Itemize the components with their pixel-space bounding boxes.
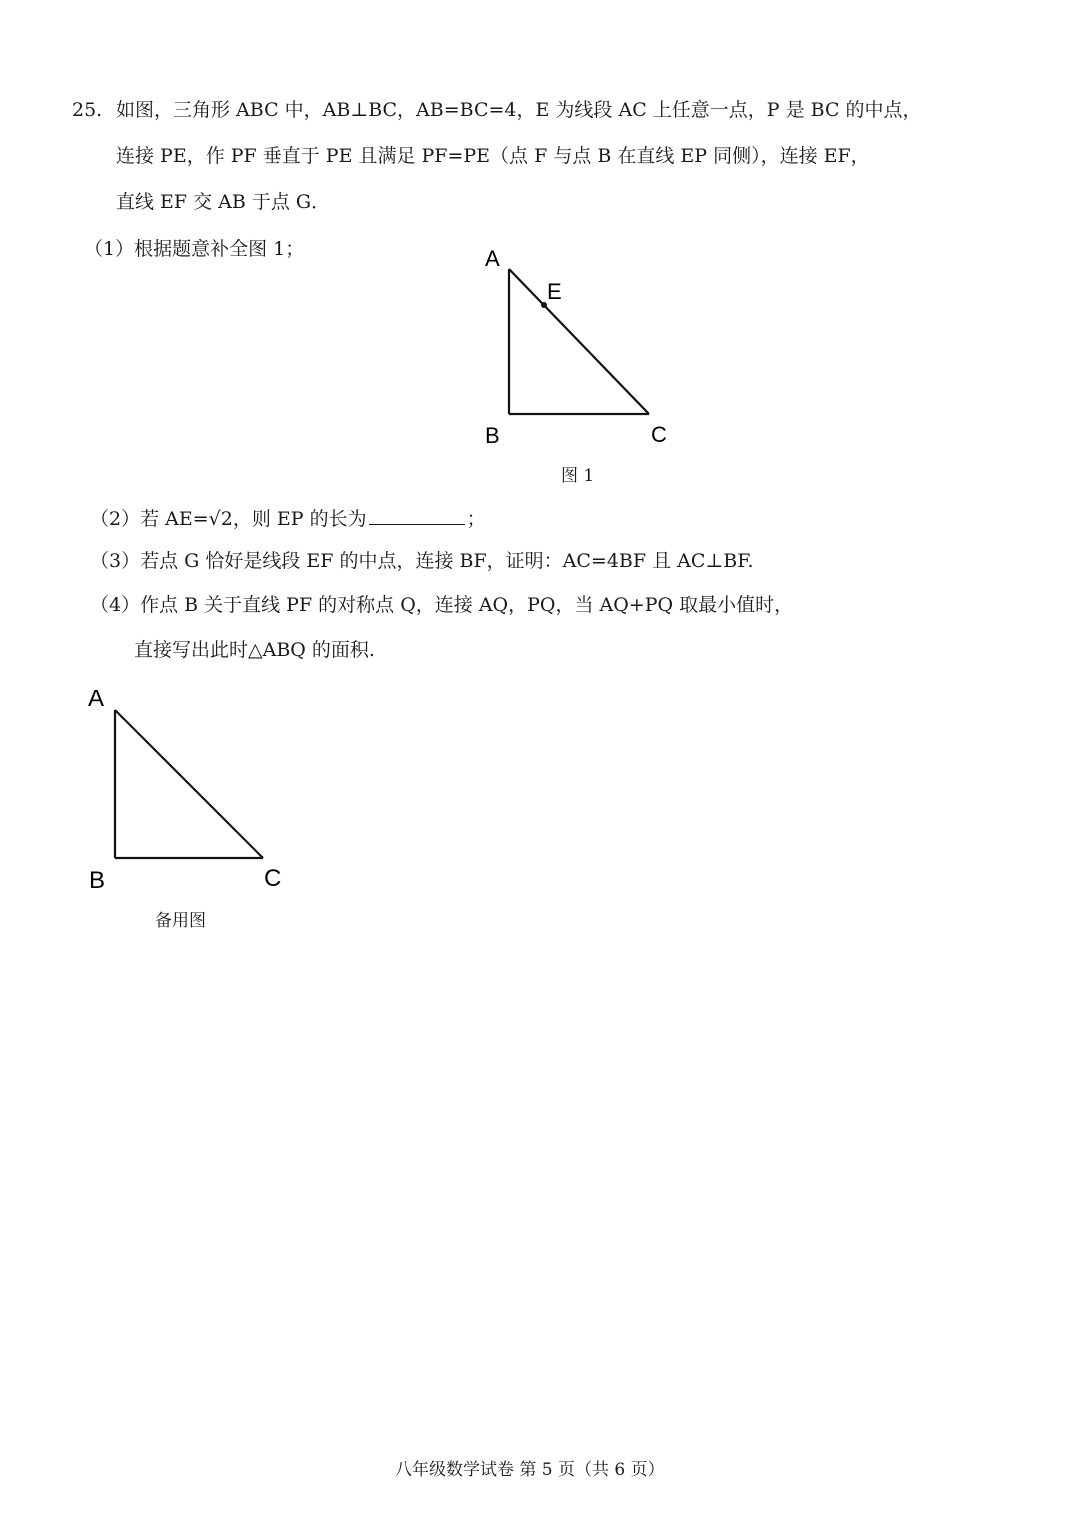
figure-2-side-ac: [115, 710, 263, 858]
question-stem-line-1: 如图，三角形 ABC 中，AB⊥BC，AB=BC=4，E 为线段 AC 上任意一点，P 是 BC 的中点，: [116, 99, 922, 121]
part-2-text: [90, 505, 486, 533]
figure-1-label-a: A: [485, 246, 500, 271]
part-1-text: （1）根据题意补全图 1；: [84, 238, 305, 260]
question-stem-line-3: 直线 EF 交 AB 于点 G．: [116, 191, 331, 213]
figure-1-label-c: C: [651, 422, 667, 446]
part-3-text: （3）若点 G 恰好是线段 EF 的中点，连接 BF，证明：AC=4BF 且 AC⊥BF.: [90, 550, 754, 572]
part-2-suffix: ；: [466, 508, 486, 530]
figure-2-label-a: A: [88, 690, 105, 712]
figure-1-label-b: B: [485, 423, 500, 446]
figure-1-caption: 图 1: [561, 466, 595, 486]
figure-1: [470, 236, 690, 446]
page-footer: 八年级数学试卷 第 5 页（共 6 页）: [395, 1460, 665, 1480]
figure-2-label-c: C: [264, 865, 282, 892]
part-2-answer-blank[interactable]: [369, 506, 465, 525]
part-2-prefix: （2）若 AE=√2，则 EP 的长为: [90, 508, 367, 530]
figure-1-label-e: E: [547, 279, 562, 304]
figure-2-label-b: B: [89, 867, 106, 894]
question-number: 25.: [72, 99, 103, 121]
part-4-line-2: 直接写出此时△ABQ 的面积.: [134, 639, 375, 661]
figure-2-caption: 备用图: [155, 911, 206, 931]
figure-1-side-ac: [509, 269, 649, 414]
part-4-line-1: （4）作点 B 关于直线 PF 的对称点 Q，连接 AQ，PQ，当 AQ+PQ 取最小值时，: [90, 594, 794, 616]
figure-2: [80, 690, 300, 900]
question-stem-line-2: 连接 PE，作 PF 垂直于 PE 且满足 PF=PE（点 F 与点 B 在直线 EP 同侧），连接 EF，: [116, 145, 870, 167]
